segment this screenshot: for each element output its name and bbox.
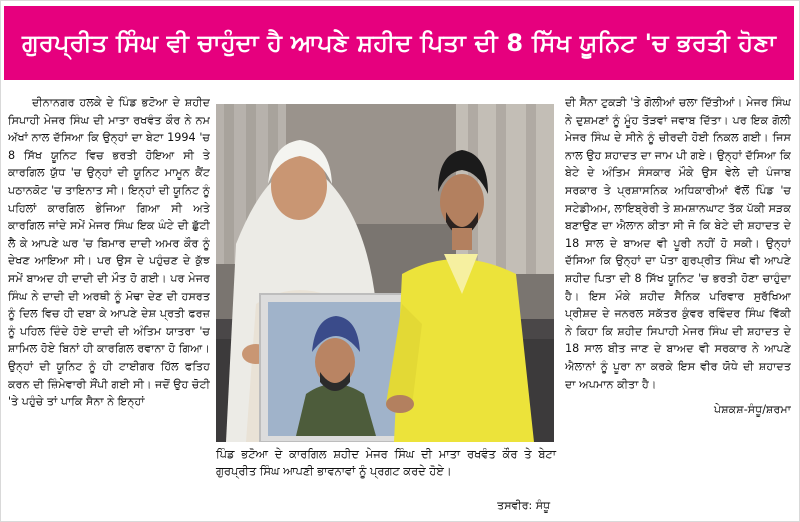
photo-credit: ਤਸਵੀਰ: ਸੰਧੂ [497,499,550,512]
article-body-left: ਦੀਨਾਨਗਰ ਹਲਕੇ ਦੇ ਪਿੰਡ ਭਟੋਆ ਦੇ ਸ਼ਹੀਦ ਸਿਪਾਹੀ ਮੇਜਰ ਸਿੰਘ ਦੀ ਮਾਤਾ ਰਖਵੰਤ ਕੌਰ ਨੇ ਨਮ ਅੱਖਾਂ ਨਾਲ ਦੱਸਿਆ ਕਿ ਉਨ੍ਹਾਂ ਦਾ ਬੇਟਾ 1994 'ਚ 8 ਸਿੱਖ ਯੂਨਿਟ ਵਿਚ ਭਰਤੀ ਹੋਇਆ ਸੀ ਤੇ ਕਾਰਗਿਲ ਯੁੱਧ 'ਚ ਉਨ੍ਹਾਂ ਦੀ ਯੂਨਿਟ ਮਾਮੂਨ ਕੈਂਟ ਪਠਾਨਕੋਟ 'ਚ ਤਾਇਨਾਤ ਸੀ। ਇਨ੍ਹਾਂ ਦੀ ਯੂਨਿਟ ਨੂੰ ਪਹਿਲਾਂ ਕਾਰਗਿਲ ਭੇਜਿਆ ਗਿਆ ਸੀ ਅਤੇ ਕਾਰਗਿਲ ਜਾਂਦੇ ਸਮੇਂ ਮੇਜਰ ਸਿੰਘ ਇਕ ਘੰਟੇ ਦੀ ਛੁੱਟੀ ਲੈ ਕੇ ਆਪਣੇ ਘਰ 'ਚ ਬਿਮਾਰ ਦਾਦੀ ਅਮਰ ਕੌਰ ਨੂੰ ਦੇਖਣ ਆਇਆ ਸੀ। ਪਰ ਉਸ ਦੇ ਪਹੁੰਚਣ ਦੇ ਕੁੱਝ ਸਮੇਂ ਬਾਅਦ ਹੀ ਦਾਦੀ ਦੀ ਮੌਤ ਹੋ ਗਈ। ਪਰ ਮੇਜਰ ਸਿੰਘ ਨੇ ਦਾਦੀ ਦੀ ਅਰਥੀ ਨੂੰ ਮੋਢਾ ਦੇਣ ਦੀ ਹਸਰਤ ਨੂੰ ਦਿਲ ਵਿਚ ਹੀ ਦਬਾ ਕੇ ਆਪਣੇ ਦੇਸ਼ ਪ੍ਰਤੀ ਫਰਜ਼ ਨੂੰ ਪਹਿਲ ਦਿੰਦੇ ਹੋਏ ਦਾਦੀ ਦੀ ਅੰਤਿਮ ਯਾਤਰਾ 'ਚ ਸ਼ਾਮਿਲ ਹੋਏ ਬਿਨਾਂ ਹੀ ਕਾਰਗਿਲ ਰਵਾਨਾ ਹੋ ਗਿਆ। ਉਨ੍ਹਾਂ ਦੀ ਯੂਨਿਟ ਨੂੰ ਹੀ ਟਾਈਗਰ ਹਿੱਲ ਫਤਿਹ ਕਰਨ ਦੀ ਜ਼ਿੰਮੇਵਾਰੀ ਸੌਂਪੀ ਗਈ ਸੀ। ਜਦੋਂ ਉਹ ਚੋਟੀ 'ਤੇ ਪਹੁੰਚੇ ਤਾਂ ਪਾਕਿ ਸੈਨਾ ਨੇ ਇਨ੍ਹਾਂ [8,96,210,409]
photo-caption: ਪਿੰਡ ਭਟੋਆ ਦੇ ਕਾਰਗਿਲ ਸ਼ਹੀਦ ਮੇਜਰ ਸਿੰਘ ਦੀ ਮਾਤਾ ਰਖਵੰਤ ਕੌਰ ਤੇ ਬੇਟਾ ਗੁਰਪ੍ਰੀਤ ਸਿੰਘ ਆਪਣੀ ਭਾਵਨਾਵਾਂ ਨੂੰ ਪ੍ਰਗਟ ਕਰਦੇ ਹੋਏ। [216,447,556,478]
headline-banner [4,6,794,80]
photo-illustration [216,104,554,442]
headline-text: ਗੁਰਪ੍ਰੀਤ ਸਿੰਘ ਵੀ ਚਾਹੁੰਦਾ ਹੈ ਆਪਣੇ ਸ਼ਹੀਦ ਪਿਤਾ ਦੀ 8 ਸਿੱਖ ਯੂਨਿਟ 'ਚ ਭਰਤੀ ਹੋਣਾ [21,29,777,57]
article-body-right: ਦੀ ਸੈਨਾ ਟੁਕੜੀ 'ਤੇ ਗੋਲੀਆਂ ਚਲਾ ਦਿੱਤੀਆਂ। ਮੇਜਰ ਸਿੰਘ ਨੇ ਦੁਸ਼ਮਣਾਂ ਨੂੰ ਮੂੰਹ ਤੋੜਵਾਂ ਜਵਾਬ ਦਿੱਤਾ। ਪਰ ਇਕ ਗੋਲੀ ਮੇਜਰ ਸਿੰਘ ਦੇ ਸੀਨੇ ਨੂੰ ਚੀਰਦੀ ਹੋਈ ਨਿਕਲ ਗਈ। ਜਿਸ ਨਾਲ ਉਹ ਸ਼ਹਾਦਤ ਦਾ ਜਾਮ ਪੀ ਗਏ। ਉਨ੍ਹਾਂ ਦੱਸਿਆ ਕਿ ਬੇਟੇ ਦੇ ਅੰਤਿਮ ਸੰਸਕਾਰ ਮੌਕੇ ਉਸ ਵੇਲੇ ਦੀ ਪੰਜਾਬ ਸਰਕਾਰ ਤੇ ਪ੍ਰਸ਼ਾਸਨਿਕ ਅਧਿਕਾਰੀਆਂ ਵੱਲੋਂ ਪਿੰਡ 'ਚ ਸਟੇਡੀਅਮ, ਲਾਇਬ੍ਰੇਰੀ ਤੇ ਸ਼ਮਸ਼ਾਨਘਾਟ ਤੱਕ ਪੱਕੀ ਸੜਕ ਬਣਾਉਣ ਦਾ ਐਲਾਨ ਕੀਤਾ ਸੀ ਜੋ ਕਿ ਬੇਟੇ ਦੀ ਸ਼ਹਾਦਤ ਦੇ 18 ਸਾਲ ਦੇ ਬਾਅਦ ਵੀ ਪੂਰੀ ਨਹੀਂ ਹੋ ਸਕੀ। ਉਨ੍ਹਾਂ ਦੱਸਿਆ ਕਿ ਉਨ੍ਹਾਂ ਦਾ ਪੋਤਾ ਗੁਰਪ੍ਰੀਤ ਸਿੰਘ ਵੀ ਆਪਣੇ ਸ਼ਹੀਦ ਪਿਤਾ ਦੀ 8 ਸਿੱਖ ਯੂਨਿਟ 'ਚ ਭਰਤੀ ਹੋਣਾ ਚਾਹੁੰਦਾ ਹੈ। ਇਸ ਮੌਕੇ ਸ਼ਹੀਦ ਸੈਨਿਕ ਪਰਿਵਾਰ ਸੁਰੱਖਿਆ ਪ੍ਰੀਸ਼ਦ ਦੇ ਜਨਰਲ ਸਕੱਤਰ ਕੁੰਵਰ ਰਵਿੰਦਰ ਸਿੰਘ ਵਿੱਕੀ ਨੇ ਕਿਹਾ ਕਿ ਸ਼ਹੀਦ ਸਿਪਾਹੀ ਮੇਜਰ ਸਿੰਘ ਦੀ ਸ਼ਹਾਦਤ ਦੇ 18 ਸਾਲ ਬੀਤ ਜਾਣ ਦੇ ਬਾਅਦ ਵੀ ਸਰਕਾਰ ਨੇ ਆਪਣੇ ਐਲਾਨਾਂ ਨੂੰ ਪੂਰਾ ਨਾ ਕਰਕੇ ਇਸ ਵੀਰ ਯੋਧੇ ਦੀ ਸ਼ਹਾਦਤ ਦਾ ਅਪਮਾਨ ਕੀਤਾ ਹੈ। [565,96,791,391]
article-left-column [8,94,210,518]
byline: ਪੇਸ਼ਕਸ਼-ਸੰਧੂ/ਸ਼ਰਮਾ [713,403,791,417]
photo-caption-box [216,446,556,518]
article-right-column [565,94,791,518]
news-photo [216,104,554,442]
